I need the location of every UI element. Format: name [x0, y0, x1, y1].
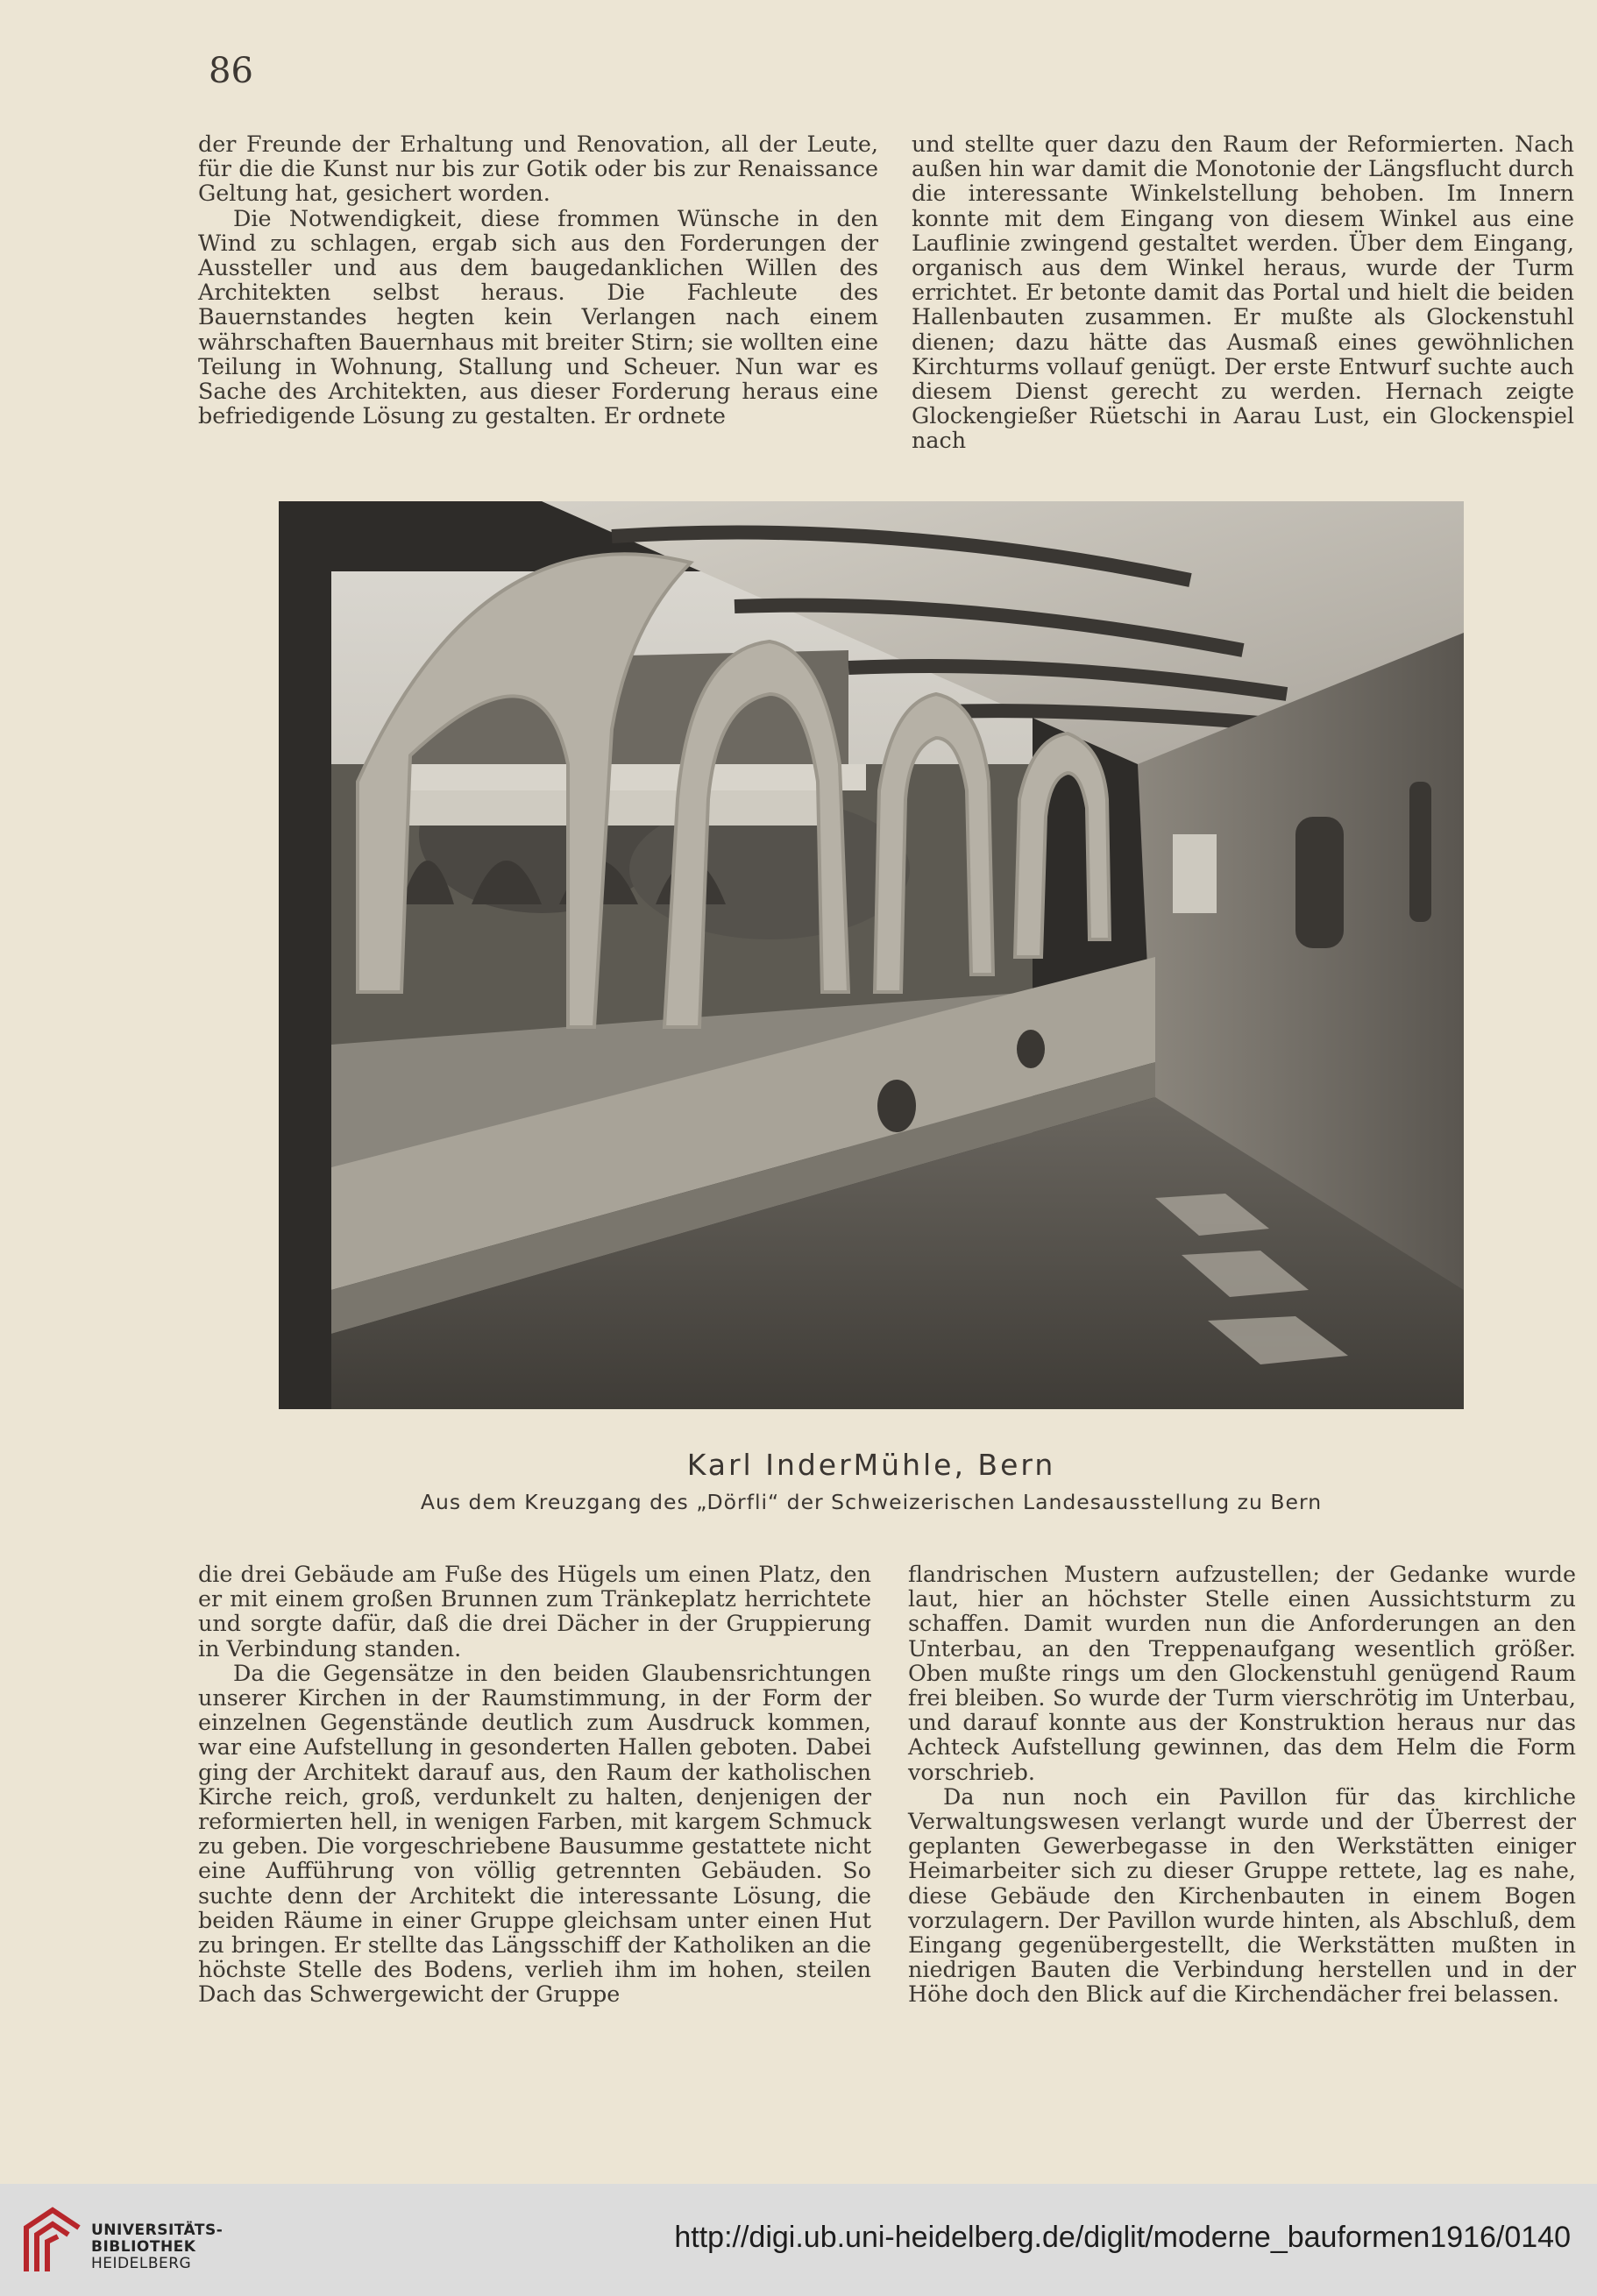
cloister-photograph: [279, 501, 1464, 1409]
paragraph: flandrischen Mustern aufzustellen; der Gedanke wurde laut, hier an höchster Stelle einen Aussichtsturm zu schaffen. Damit wurden nun die Anforderungen an den Unterbau, an den Treppenaufgang wesentlich größer. Oben mußte rings um den Glockenstuhl genügend Raum frei bleiben. So wurde der Turm vierschrötig im Unterbau, und darauf konnte aus der Konstruktion heraus nur das Achteck Aufstellung gewinnen, das dem Helm die Form vorschrieb.: [908, 1561, 1576, 1785]
page-number: 86: [209, 51, 253, 91]
library-name: [91, 2222, 223, 2272]
paragraph: und stellte quer dazu den Raum der Reformierten. Nach außen hin war damit die Monotonie der Längsflucht durch die interessante Winkelstellung behoben. Im Innern konnte mit dem Eingang von diesem Winkel aus eine Lauflinie zwingend gestaltet werden. Über dem Eingang, organisch aus dem Winkel heraus, wurde der Turm errichtet. Er betonte damit das Portal und hielt die beiden Hallenbauten zusammen. Er mußte als Glockenstuhl dienen; dazu hätte das Ausmaß eines gewöhnlichen Kirchturms vollauf genügt. Der erste Entwurf suchte auch diesem Dienst gerecht zu werden. Hernach zeigte Glockengießer Rüetschi in Aarau Lust, ein Glockenspiel nach: [912, 131, 1574, 454]
library-logo-icon: [18, 2201, 88, 2280]
text-column-top-right: [912, 131, 1574, 453]
source-url-link[interactable]: http://digi.ub.uni-heidelberg.de/diglit/moderne_bauformen1916/0140: [674, 2221, 1571, 2254]
paragraph: Die Notwendigkeit, diese frommen Wünsche in den Wind zu schlagen, ergab sich aus den Forderungen der Aussteller und aus dem baugedanklichen Willen des Architekten selbst heraus. Die Fachleute des Bauernstandes hegten kein Verlangen nach einem währschaften Bauernhaus mit breiter Stirn; sie wollten eine Teilung in Wohnung, Stallung und Scheuer. Nun war es Sache des Architekten, aus dieser Forderung heraus eine befriedigende Lösung zu gestalten. Er ordnete: [198, 204, 878, 429]
library-name-line1: UNIVERSITÄTS-: [91, 2222, 224, 2239]
text-column-bottom-left: [198, 1562, 871, 2007]
paragraph: Da die Gegensätze in den beiden Glaubensrichtungen unserer Kirchen in der Raumstimmung, in der Form der einzelnen Gegenstände deutlich zum Ausdruck kommen, war eine Aufstellung in gesonderten Hallen geboten. Dabei ging der Architekt darauf aus, den Raum der katholischen Kirche reich, groß, verdunkelt zu halten, denjenigen der reformierten hell, in wenigen Farben, mit kargem Schmuck zu geben. Die vorgeschriebene Bausumme gestattete nicht eine Aufführung von völlig getrennten Gebäuden. So suchte denn der Architekt die interessante Lösung, die beiden Räume in einer Gruppe gleichsam unter einen Hut zu bringen. Er stellte das Längsschiff der Katholiken an die höchste Stelle des Bodens, verlieh ihm im hohen, steilen Dach das Schwergewicht der Gruppe: [198, 1659, 871, 2008]
text-column-top-left: [198, 131, 878, 428]
paragraph: der Freunde der Erhaltung und Renovation, all der Leute, für die die Kunst nur bis zur Gotik oder bis zur Renaissance Geltung hat, gesichert worden.: [198, 131, 878, 207]
caption-subtitle: Aus dem Kreuzgang des „Dörfli“ der Schweizerischen Landesausstellung zu Bern: [420, 1490, 1323, 1514]
text-column-bottom-right: [908, 1562, 1576, 2007]
library-name-line3: HEIDELBERG: [91, 2255, 192, 2272]
caption-title: Karl InderMühle, Bern: [686, 1448, 1056, 1482]
paragraph: Da nun noch ein Pavillon für das kirchliche Verwaltungswesen verlangt wurde und der Überrest der geplanten Gewerbegasse in den Werkstätten einiger Heimarbeiter sich zu dieser Gruppe rettete, lag es nahe, diese Gebäude den Kirchenbauten in einem Bogen vorzulagern. Der Pavillon wurde hinten, als Abschluß, dem Eingang gegenübergestellt, die Werkstätten mußten in niedrigen Bauten die Verbindung herstellen und in der Höhe doch den Blick auf die Kirchendächer frei belassen.: [908, 1782, 1576, 2008]
paragraph: die drei Gebäude am Fuße des Hügels um einen Platz, den er mit einem großen Brunnen zum Tränkeplatz herrichtete und sorgte dafür, daß die drei Dächer in der Gruppierung in Verbindung standen.: [198, 1561, 871, 1662]
library-name-line2: BIBLIOTHEK: [91, 2238, 196, 2256]
footer-bar: [0, 2184, 1597, 2296]
